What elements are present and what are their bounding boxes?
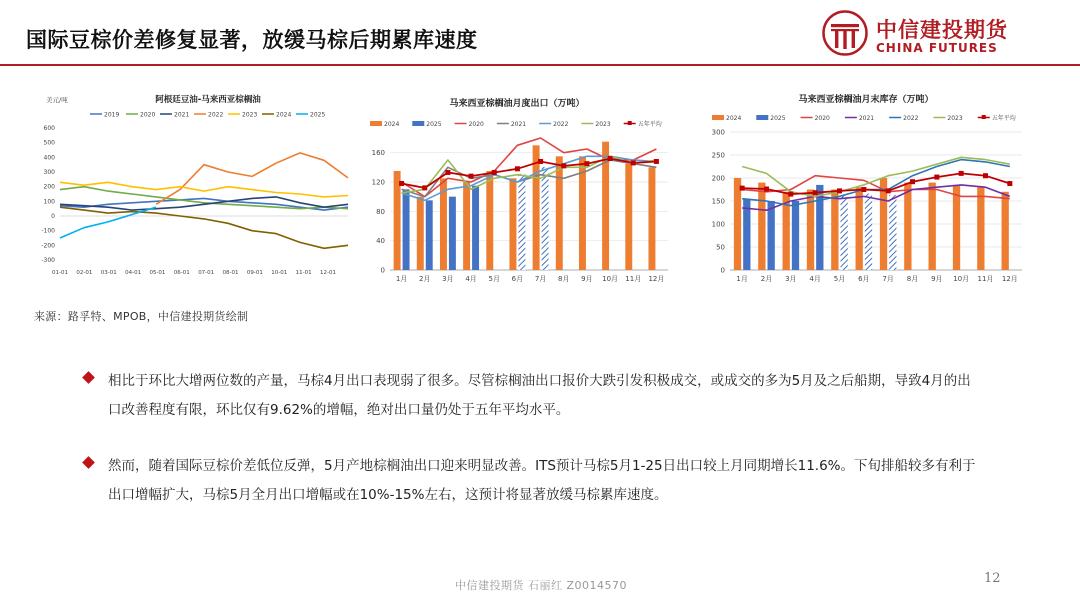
- bar-2024: [977, 187, 984, 270]
- x-tick-label: 2月: [760, 275, 773, 283]
- legend-label: 2024: [726, 115, 742, 122]
- x-tick-label: 04-01: [125, 270, 142, 276]
- avg-marker: [538, 159, 543, 164]
- bullet-text: 然而，随着国际豆棕价差低位反弹，5月产地棕榈油出口迎来明显改善。ITS预计马棕5月1-25日出口较上月同期增长11.6%。下旬排船较多有利于出口增幅扩大，马棕5月全月出口增幅或在10%-15%左右，这预计将显著放缓马棕累库速度。: [108, 458, 976, 503]
- bar-2025: [743, 199, 750, 270]
- x-tick-label: 12-01: [320, 270, 336, 276]
- legend-swatch: [712, 115, 724, 120]
- y-tick-label: 0: [380, 266, 385, 275]
- y-tick-label: 200: [711, 174, 725, 183]
- y-tick-label: 120: [371, 178, 385, 187]
- bar-2024: [856, 187, 863, 270]
- x-tick-label: 09-01: [246, 270, 263, 276]
- series-line-2025: [60, 207, 156, 238]
- x-tick-label: 4月: [809, 275, 821, 283]
- legend-marker: [982, 115, 986, 119]
- chart-title: 马来西亚棕榈油月末库存（万吨）: [798, 95, 934, 105]
- legend-label: 2023: [242, 111, 258, 119]
- bar-2024: [648, 167, 655, 270]
- x-tick-label: 11月: [977, 275, 994, 283]
- y-tick-label: 80: [376, 207, 385, 216]
- bullet-point: [84, 452, 984, 512]
- legend-label: 2021: [510, 121, 527, 128]
- y-tick-label: -100: [41, 227, 55, 235]
- logo-english-name: CHINA FUTURES: [876, 41, 998, 55]
- bar-estimate: [865, 194, 872, 270]
- x-tick-label: 11-01: [295, 270, 312, 276]
- diamond-bullet-icon: [82, 371, 95, 384]
- legend-label: 2023: [595, 121, 611, 128]
- legend-label: 2021: [174, 111, 190, 119]
- avg-marker: [764, 187, 769, 192]
- legend-label: 2025: [426, 121, 442, 128]
- x-tick-label: 8月: [558, 275, 570, 283]
- avg-marker: [584, 161, 589, 166]
- export-bar-chart: [364, 92, 670, 292]
- bar-2024: [417, 197, 424, 270]
- bullet-text: 相比于环比大增两位数的产量，马棕4月出口表现弱了很多。尽管棕榈油出口报价大跌引发积极成交，或成交的多为5月及之后船期，导致4月的出口改善程度有限，环比仅有9.62%的增幅，绝对出口量仍处于五年平均水平。: [108, 373, 971, 418]
- avg-marker: [837, 188, 842, 193]
- x-tick-label: 10-01: [271, 270, 288, 276]
- x-tick-label: 05-01: [149, 270, 166, 276]
- y-tick-label: -200: [41, 242, 55, 250]
- x-tick-label: 9月: [931, 275, 943, 283]
- legend-swatch: [370, 121, 382, 126]
- bar-2025: [768, 201, 775, 270]
- bar-2024: [625, 164, 632, 270]
- bar-2024: [904, 183, 911, 270]
- x-tick-label: 4月: [465, 275, 477, 283]
- footer-author: 中信建投期货 石丽红 Z0014570: [455, 579, 628, 592]
- legend-label: 2024: [276, 111, 292, 119]
- series-line-2024: [60, 207, 348, 248]
- x-tick-label: 3月: [442, 275, 454, 283]
- avg-marker: [469, 174, 474, 179]
- bar-2024: [831, 190, 838, 271]
- avg-marker: [788, 192, 793, 197]
- y-tick-label: 400: [43, 154, 55, 162]
- legend-label: 2020: [814, 115, 830, 122]
- y-tick-label: 500: [43, 139, 55, 147]
- x-tick-label: 02-01: [76, 270, 93, 276]
- y-tick-label: -300: [41, 257, 55, 264]
- chart-source-note: 来源：路孚特、MPOB，中信建投期货绘制: [34, 310, 249, 323]
- legend-label: 五年平均: [991, 115, 1016, 122]
- y-tick-label: 250: [711, 151, 725, 160]
- avg-marker: [886, 188, 891, 193]
- x-tick-label: 8月: [906, 275, 919, 283]
- avg-marker: [561, 163, 566, 168]
- legend-label: 2025: [770, 115, 786, 122]
- bar-2024: [929, 183, 936, 270]
- diamond-bullet-icon: [82, 456, 95, 469]
- avg-marker: [445, 170, 450, 175]
- bar-estimate: [889, 195, 896, 270]
- bullet-point: [84, 367, 984, 427]
- x-tick-label: 07-01: [198, 270, 215, 276]
- y-tick-label: 300: [711, 128, 725, 137]
- legend-label: 五年平均: [637, 121, 662, 128]
- x-tick-label: 1月: [395, 275, 408, 283]
- y-tick-label: 100: [43, 198, 55, 206]
- spread-line-chart: [30, 88, 360, 288]
- legend-label: 2020: [468, 121, 484, 128]
- y-tick-label: 600: [43, 125, 55, 132]
- avg-marker: [608, 156, 613, 161]
- bar-2024: [463, 182, 470, 270]
- x-tick-label: 1月: [736, 275, 748, 283]
- bar-2024: [953, 185, 960, 270]
- x-tick-label: 08-01: [222, 270, 239, 276]
- series-line-2020: [402, 138, 657, 197]
- x-tick-label: 12月: [1001, 275, 1018, 283]
- avg-marker: [861, 187, 866, 192]
- x-tick-label: 7月: [534, 275, 547, 283]
- legend-label: 2019: [104, 111, 120, 119]
- legend-label: 2023: [947, 115, 963, 122]
- series-line-2021: [742, 185, 1010, 210]
- legend-label: 2021: [858, 115, 875, 122]
- x-tick-label: 3月: [785, 275, 797, 283]
- x-tick-label: 06-01: [173, 270, 190, 276]
- bar-2024: [509, 178, 516, 270]
- logo-chinese-name: 中信建投期货: [876, 18, 1008, 42]
- y-axis-label: 美元/吨: [46, 96, 68, 104]
- y-tick-label: 0: [720, 266, 725, 275]
- bar-2024: [758, 183, 765, 270]
- y-tick-label: 300: [43, 169, 55, 176]
- bar-2025: [449, 197, 456, 270]
- y-tick-label: 160: [371, 149, 385, 158]
- avg-marker: [492, 170, 497, 175]
- avg-marker: [934, 175, 939, 180]
- avg-marker: [910, 179, 915, 184]
- stock-bar-chart: [706, 84, 1026, 292]
- title-divider: [0, 64, 1080, 66]
- x-tick-label: 2月: [419, 275, 431, 283]
- bar-2025: [792, 201, 799, 270]
- x-tick-label: 6月: [511, 275, 524, 283]
- avg-marker: [399, 181, 404, 186]
- x-tick-label: 10月: [953, 275, 970, 283]
- avg-marker: [422, 185, 427, 190]
- y-tick-label: 100: [711, 220, 725, 229]
- series-line-2020: [742, 176, 1010, 199]
- avg-marker: [631, 160, 636, 165]
- bar-estimate: [542, 167, 549, 270]
- avg-marker: [959, 171, 964, 176]
- legend-label: 2025: [310, 111, 326, 119]
- avg-marker: [983, 173, 988, 178]
- slide-title: 国际豆棕价差修复显著，放缓马棕后期累库速度: [26, 28, 478, 52]
- x-tick-label: 7月: [882, 275, 894, 283]
- avg-marker: [813, 190, 818, 195]
- legend-label: 2024: [384, 121, 400, 128]
- bar-2025: [403, 189, 410, 270]
- series-line-five-year-avg: [402, 159, 657, 188]
- company-logo: [822, 10, 1062, 60]
- avg-marker: [654, 159, 659, 164]
- x-tick-label: 03-01: [100, 270, 117, 276]
- bar-2024: [1002, 192, 1009, 270]
- avg-marker: [515, 166, 520, 171]
- x-tick-label: 5月: [488, 275, 500, 283]
- bar-2024: [556, 156, 563, 270]
- x-tick-label: 5月: [833, 275, 846, 283]
- x-tick-label: 01-01: [52, 270, 68, 276]
- x-tick-label: 12月: [648, 275, 665, 283]
- bar-estimate: [841, 195, 848, 270]
- legend-swatch: [756, 115, 768, 120]
- legend-marker: [628, 121, 632, 125]
- bar-2024: [486, 171, 493, 270]
- x-tick-label: 10月: [602, 275, 619, 283]
- x-tick-label: 11月: [625, 275, 642, 283]
- y-tick-label: 50: [716, 243, 725, 252]
- y-tick-label: 40: [376, 237, 385, 246]
- bar-2024: [734, 178, 741, 270]
- legend-label: 2022: [553, 121, 569, 128]
- y-tick-label: 150: [711, 197, 725, 206]
- legend-label: 2022: [903, 115, 919, 122]
- y-tick-label: 0: [51, 213, 55, 220]
- chart-title: 马来西亚棕榈油月度出口（万吨）: [449, 99, 585, 109]
- citic-logo-icon: [822, 10, 868, 56]
- avg-marker: [1007, 181, 1012, 186]
- bar-2025: [472, 186, 479, 270]
- legend-swatch: [412, 121, 424, 126]
- y-tick-label: 200: [43, 183, 55, 191]
- avg-marker: [740, 186, 745, 191]
- x-tick-label: 6月: [858, 275, 870, 283]
- legend-label: 2020: [140, 111, 156, 119]
- legend-label: 2022: [208, 111, 224, 119]
- bar-2025: [426, 200, 433, 270]
- page-number: 12: [984, 571, 1001, 586]
- x-tick-label: 9月: [581, 275, 593, 283]
- chart-title: 阿根廷豆油-马来西亚棕榈油: [155, 95, 261, 105]
- bar-estimate: [518, 174, 525, 270]
